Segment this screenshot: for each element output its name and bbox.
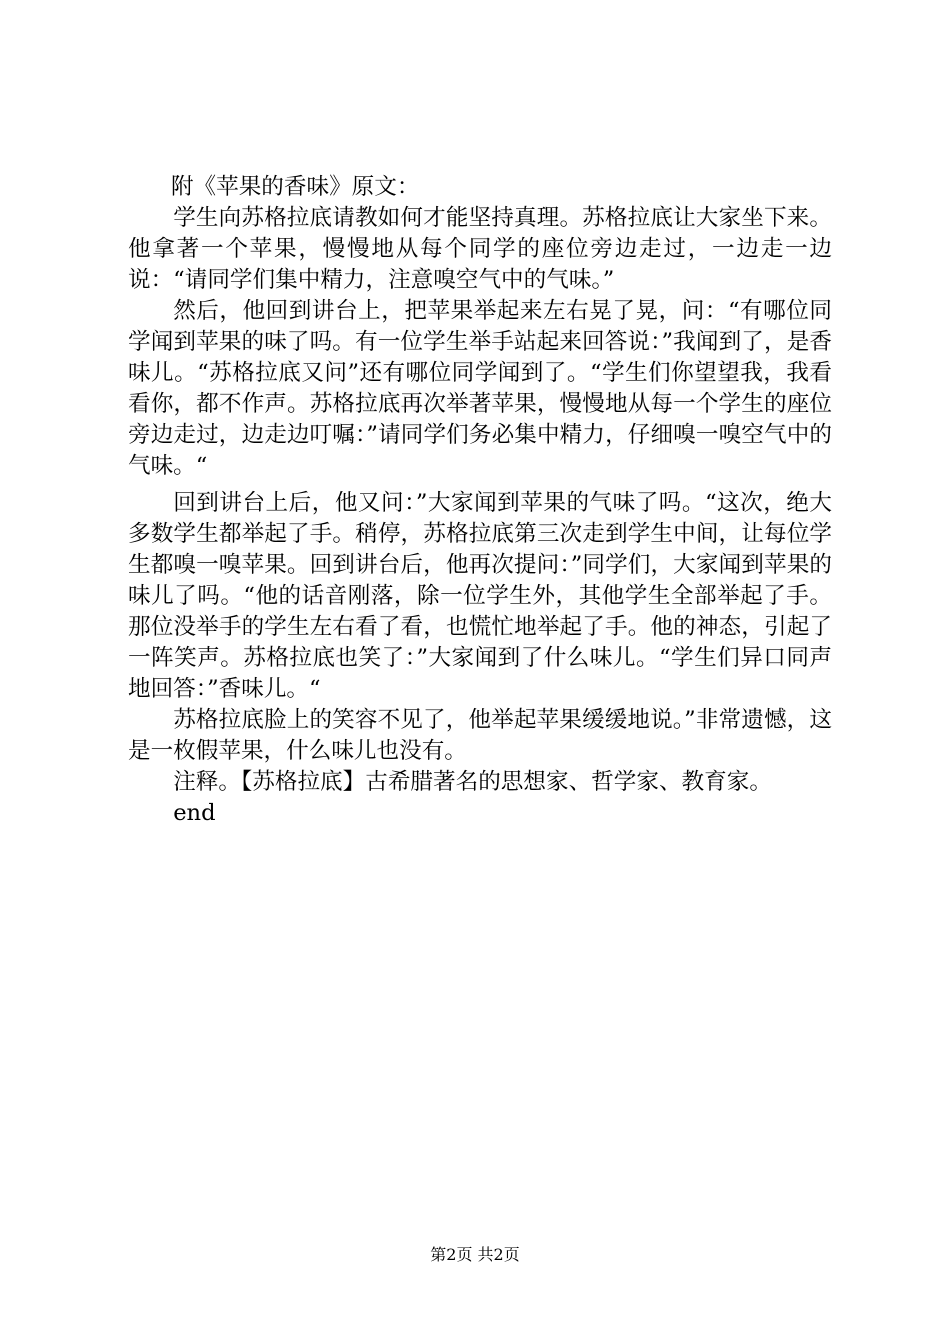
document-body [128,172,832,829]
paragraph-3: 回到讲台上后，他又问：”大家闻到苹果的气味了吗。“这次，绝大多数学生都举起了手。稍停，苏格拉底第三次走到学生中间，让每位学生都嗅一嗅苹果。回到讲台后，他再次提问：”同学们，大家闻到苹果的味儿了吗。“他的话音刚落，除一位学生外，其他学生全部举起了手。那位没举手的学生左右看了看，也慌忙地举起了手。他的神态，引起了一阵笑声。苏格拉底也笑了：”大家闻到了什么味儿。“学生们异口同声地回答：”香味儿。“ [128,490,832,702]
paragraph-2: 然后，他回到讲台上，把苹果举起来左右晃了晃，问：“有哪位同学闻到苹果的味了吗。有一位学生举手站起来回答说：”我闻到了，是香味儿。“苏格拉底又问”还有哪位同学闻到了。“学生们你望望我，我看看你，都不作声。苏格拉底再次举著苹果，慢慢地从每一个学生的座位旁边走过，边走边叮嘱：”请同学们务必集中精力，仔细嗅一嗅空气中的气味。“ [128,298,832,479]
page-footer [0,1244,950,1266]
paragraph-4: 苏格拉底脸上的笑容不见了，他举起苹果缓缓地说。”非常遗憾，这是一枚假苹果，什么味儿也没有。 [128,707,832,764]
end-marker: end [173,800,216,826]
document-heading: 附《苹果的香味》原文： [170,174,420,200]
paragraph-1: 学生向苏格拉底请教如何才能坚持真理。苏格拉底让大家坐下来。他拿著一个苹果，慢慢地从每个同学的座位旁边走过，一边走一边说：“请同学们集中精力，注意嗅空气中的气味。” [128,205,832,293]
paragraph-annotation: 注释。【苏格拉底】古希腊著名的思想家、哲学家、教育家。 [173,769,772,795]
page-number-label: 第2页 共2页 [430,1245,520,1264]
